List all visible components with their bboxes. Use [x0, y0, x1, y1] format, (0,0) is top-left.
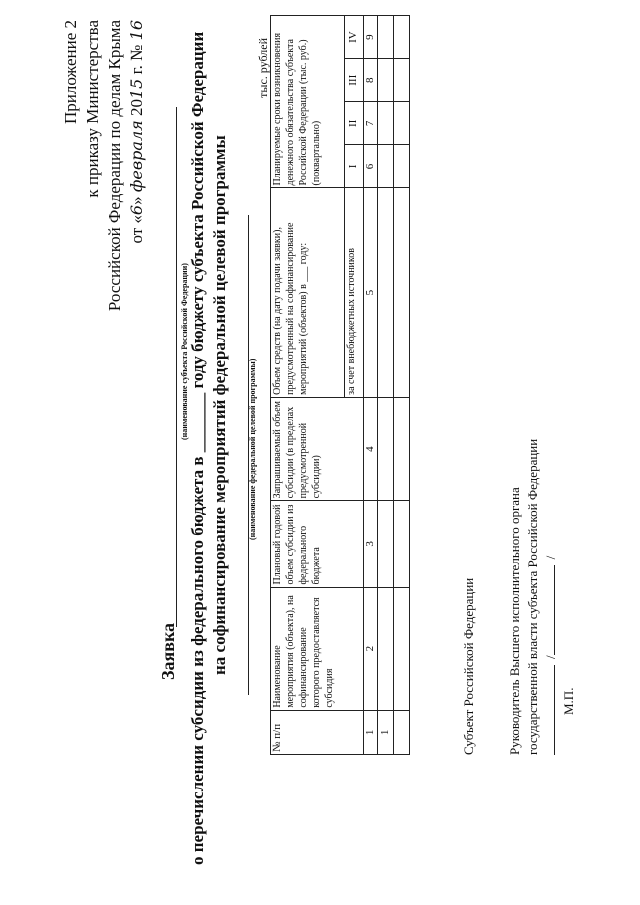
program-caption: (наименование федеральной целевой программы) [248, 358, 257, 540]
subject-blank-line [160, 107, 177, 627]
table-cell [378, 59, 394, 102]
table-cell [394, 59, 410, 102]
table-cell [394, 145, 410, 188]
appendix-date-line [126, 20, 148, 410]
table-cell [378, 587, 394, 710]
table-cell [394, 16, 410, 59]
title-line-3: на софинансирование мероприятий федеральной целевой программы [210, 135, 229, 675]
head-title-line-2: государственной власти субъекта Российской Федерации [525, 438, 540, 755]
subject-label: Субъект Российской Федерации [461, 577, 476, 755]
header-cofinancing: Объем средств (на дату подачи заявки), предусмотренный на софинансирование мероприятий (объектов) в ___ году: [271, 188, 345, 397]
title-word: Заявка [158, 622, 178, 680]
column-numbers-row [364, 16, 378, 755]
table-cell [378, 102, 394, 145]
table-cell [394, 188, 410, 397]
table-cell [378, 501, 394, 587]
units-label: тыс. рублей [256, 38, 270, 98]
signature-line [542, 355, 560, 755]
head-title-line-1: Руководитель Высшего исполнительного органа [507, 487, 522, 755]
header-quarter-2: II [344, 102, 363, 145]
year-suffix: 15 [127, 78, 146, 99]
subject-caption: (наименование субъекта Российской Федерации) [180, 263, 189, 440]
name-blank [554, 565, 555, 655]
header-requested-volume: Запрашиваемый объем субсидии (в пределах предусмотренной субсидии) [271, 397, 364, 500]
subsidy-table [270, 15, 410, 755]
title-line-2: о перечислении субсидии из федерального бюджета в _______ году бюджету субъекта Российской Федерации [188, 31, 207, 865]
header-quarter-1: I [344, 145, 363, 188]
colnum-7: 7 [364, 102, 378, 145]
colnum-8: 8 [364, 59, 378, 102]
header-quarter-3: III [344, 59, 363, 102]
signature-slash-end: / [543, 555, 558, 560]
colnum-6: 6 [364, 145, 378, 188]
table-cell [378, 16, 394, 59]
table-cell [394, 102, 410, 145]
row-number: 1 [378, 710, 394, 754]
appendix-line-2: к приказу Министерства [83, 20, 102, 198]
date-day: 6 [127, 204, 146, 216]
header-row-1 [271, 16, 345, 755]
colnum-1: 1 [364, 710, 378, 754]
table-row [394, 16, 410, 755]
header-quarter-4: IV [344, 16, 363, 59]
header-planned-volume: Плановый годовой объем субсидии из федерального бюджета [271, 501, 364, 587]
table-cell [394, 501, 410, 587]
signature-slash: / [543, 655, 558, 659]
header-offbudget: за счет внебюджетных источников [344, 188, 363, 397]
table-cell [378, 145, 394, 188]
table-cell [394, 710, 410, 754]
date-prefix: от « [127, 215, 146, 244]
header-number: № п/п [271, 710, 364, 754]
signature-block [460, 355, 578, 755]
order-number: 16 [127, 20, 146, 41]
date-mid: » [127, 192, 146, 205]
table-cell [394, 397, 410, 500]
colnum-3: 3 [364, 501, 378, 587]
table-cell [394, 587, 410, 710]
table-row [378, 16, 394, 755]
year-end: г. № [127, 40, 146, 79]
signature-blank [554, 665, 555, 755]
table-cell [378, 397, 394, 500]
date-month: февраля [127, 120, 146, 193]
appendix-header [60, 20, 148, 410]
colnum-9: 9 [364, 16, 378, 59]
colnum-2: 2 [364, 587, 378, 710]
appendix-line-3: Российской Федерации по делам Крыма [105, 20, 124, 312]
header-activity: Наименование мероприятия (объекта), на софинансирование которого предоставляется субсидия [271, 587, 364, 710]
colnum-5: 5 [364, 188, 378, 397]
colnum-4: 4 [364, 397, 378, 500]
stamp-label: М.П. [561, 687, 576, 715]
year-prefix: 20 [127, 99, 146, 121]
table-cell [378, 188, 394, 397]
appendix-line-1: Приложение 2 [61, 20, 80, 124]
header-obligation-terms: Планируемые сроки возникновения денежного обязательства субъекта Российской Федерации (тыс. руб.) (поквартально) [271, 16, 345, 188]
